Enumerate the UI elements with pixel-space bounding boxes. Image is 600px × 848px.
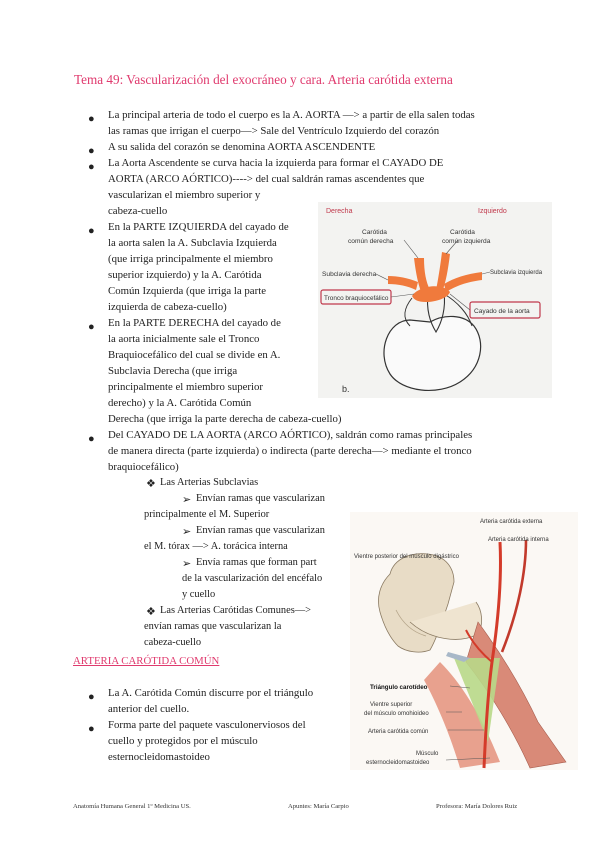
bullet-text: La A. Carótida Común discurre por el triángulo: [108, 687, 314, 699]
label-tronco: Tronco braquiocefálico: [324, 295, 389, 302]
section-heading: ARTERIA CARÓTIDA COMÚN: [73, 655, 220, 667]
bullet-text: izquierda de cabeza-cuello): [108, 301, 227, 313]
bullet-text: cuello y protegidos por el músculo: [108, 735, 258, 747]
label-subclavia-izq: Subclavia izquierda: [490, 270, 543, 276]
bullet-text: superior izquierdo) y la A. Carótida: [108, 269, 262, 281]
bullet-text: esternocleidomastoideo: [108, 751, 210, 763]
label-carotida-der: común derecha: [348, 238, 394, 245]
bullet-text: la aorta inicialmente sale el Tronco: [108, 333, 260, 345]
bullet-text: anterior del cuello.: [108, 703, 190, 715]
bullet-text: Del CAYADO DE LA AORTA (ARCO AÓRTICO), saldrán como ramas principales: [108, 429, 473, 441]
bullet-dot: ●: [88, 321, 95, 333]
bullet-text: A su salida del corazón se denomina AORTA ASCENDENTE: [108, 141, 376, 153]
label-cayado: Cayado de la aorta: [474, 308, 530, 315]
diamond-bullet-icon: ❖: [146, 606, 156, 618]
bullet-dot: ●: [88, 225, 95, 237]
bullet-text: (que irriga principalmente el miembro: [108, 253, 273, 265]
label-carotida-izq: Carótida: [450, 229, 475, 236]
bullet-text: las ramas que irrigan el cuerpo—> Sale del Ventrículo Izquierdo del corazón: [108, 125, 440, 137]
arrow-bullet-icon: ➢: [182, 494, 192, 506]
footer-center: Apuntes: María Carpio: [288, 803, 349, 810]
bullet-text: principalmente el miembro superior: [108, 381, 264, 393]
nested-text: Envía ramas que forman part: [196, 557, 317, 568]
bullet-dot: ●: [88, 145, 95, 157]
bullet-text: La principal arteria de todo el cuerpo es la A. AORTA —> a partir de ella salen todas: [108, 109, 475, 121]
nested-text: envían ramas que vascularizan la: [144, 621, 282, 632]
neck-anatomy-figure: [350, 512, 578, 770]
bullet-dot: ●: [88, 113, 95, 125]
bullet-text: Braquiocefálico del cual se divide en A.: [108, 349, 281, 361]
label-carotida-der: Carótida: [362, 229, 387, 236]
label-izquierda: Izquierdo: [478, 208, 507, 215]
bullet-text: Derecha (que irriga la parte derecha de cabeza-cuello): [108, 413, 342, 425]
label-triangulo: Triángulo carotídeo: [370, 684, 428, 691]
page-title: Tema 49: Vascularización del exocráneo y cara. Arteria carótida externa: [74, 72, 453, 87]
bullet-text: Subclavia Derecha (que irriga: [108, 365, 238, 377]
nested-text: Las Arterias Subclavias: [160, 477, 259, 488]
nested-text: el M. tórax —> A. torácica interna: [144, 541, 288, 552]
label-derecha: Derecha: [326, 208, 353, 215]
bullet-dot: ●: [88, 723, 95, 735]
label-ecm: esternocleidomastoideo: [366, 760, 430, 766]
bullet-text: La Aorta Ascendente se curva hacia la izquierda para formar el CAYADO DE: [108, 157, 444, 169]
bullet-text: la aorta salen la A. Subclavia Izquierda: [108, 237, 277, 249]
bullet-text: cabeza-cuello: [108, 205, 168, 217]
aortic-arch-figure: [318, 202, 552, 398]
label-ext: Arteria carótida externa: [480, 519, 543, 525]
nested-text: y cuello: [182, 589, 216, 600]
footer-right: Profesora: María Dolores Ruiz: [436, 803, 518, 810]
nested-text: de la vascularización del encéfalo: [182, 573, 323, 584]
label-carotida-izq: común izquierda: [442, 238, 491, 245]
label-omohioideo: Vientre superior: [370, 702, 413, 708]
nested-text: principalmente el M. Superior: [144, 509, 270, 520]
bullet-dot: ●: [88, 691, 95, 703]
bullet-text: AORTA (ARCO AÓRTICO)----> del cual saldrán ramas ascendentes que: [108, 173, 425, 185]
nested-text: Las Arterias Carótidas Comunes—>: [160, 605, 312, 616]
bullet-dot: ●: [88, 161, 95, 173]
label-int: Arteria carótida interna: [488, 537, 549, 543]
diamond-bullet-icon: ❖: [146, 478, 156, 490]
bullet-text: de manera directa (parte izquierda) o indirecta (parte derecha—> mediante el tronco: [108, 445, 472, 457]
bullet-text: En la PARTE DERECHA del cayado de: [108, 317, 281, 329]
label-omohioideo: del músculo omohioideo: [364, 711, 429, 717]
panel-label: b.: [342, 384, 350, 394]
label-digastrico: Vientre posterior del músculo digástrico: [354, 554, 459, 560]
nested-text: Envían ramas que vascularizan: [196, 525, 325, 536]
nested-text: cabeza-cuello: [144, 637, 202, 648]
bullet-text: Común Izquierda (que irriga la parte: [108, 285, 266, 297]
bullet-dot: ●: [88, 433, 95, 445]
bullet-text: En la PARTE IZQUIERDA del cayado de: [108, 221, 289, 233]
arrow-bullet-icon: ➢: [182, 558, 192, 570]
arrow-bullet-icon: ➢: [182, 526, 192, 538]
label-ecm: Músculo: [416, 751, 439, 757]
footer-left: Anatomía Humana General 1º Medicina US.: [73, 803, 191, 810]
bullet-text: Forma parte del paquete vasculonerviosos del: [108, 719, 306, 731]
bullet-text: vascularizan el miembro superior y: [108, 189, 261, 201]
bullet-text: braquiocefálico): [108, 461, 179, 473]
label-comun: Arteria carótida común: [368, 729, 429, 735]
nested-text: Envían ramas que vascularizan: [196, 493, 325, 504]
bullet-text: derecho) y la A. Carótida Común: [108, 397, 252, 409]
label-subclavia-der: Subclavia derecha: [322, 271, 377, 278]
